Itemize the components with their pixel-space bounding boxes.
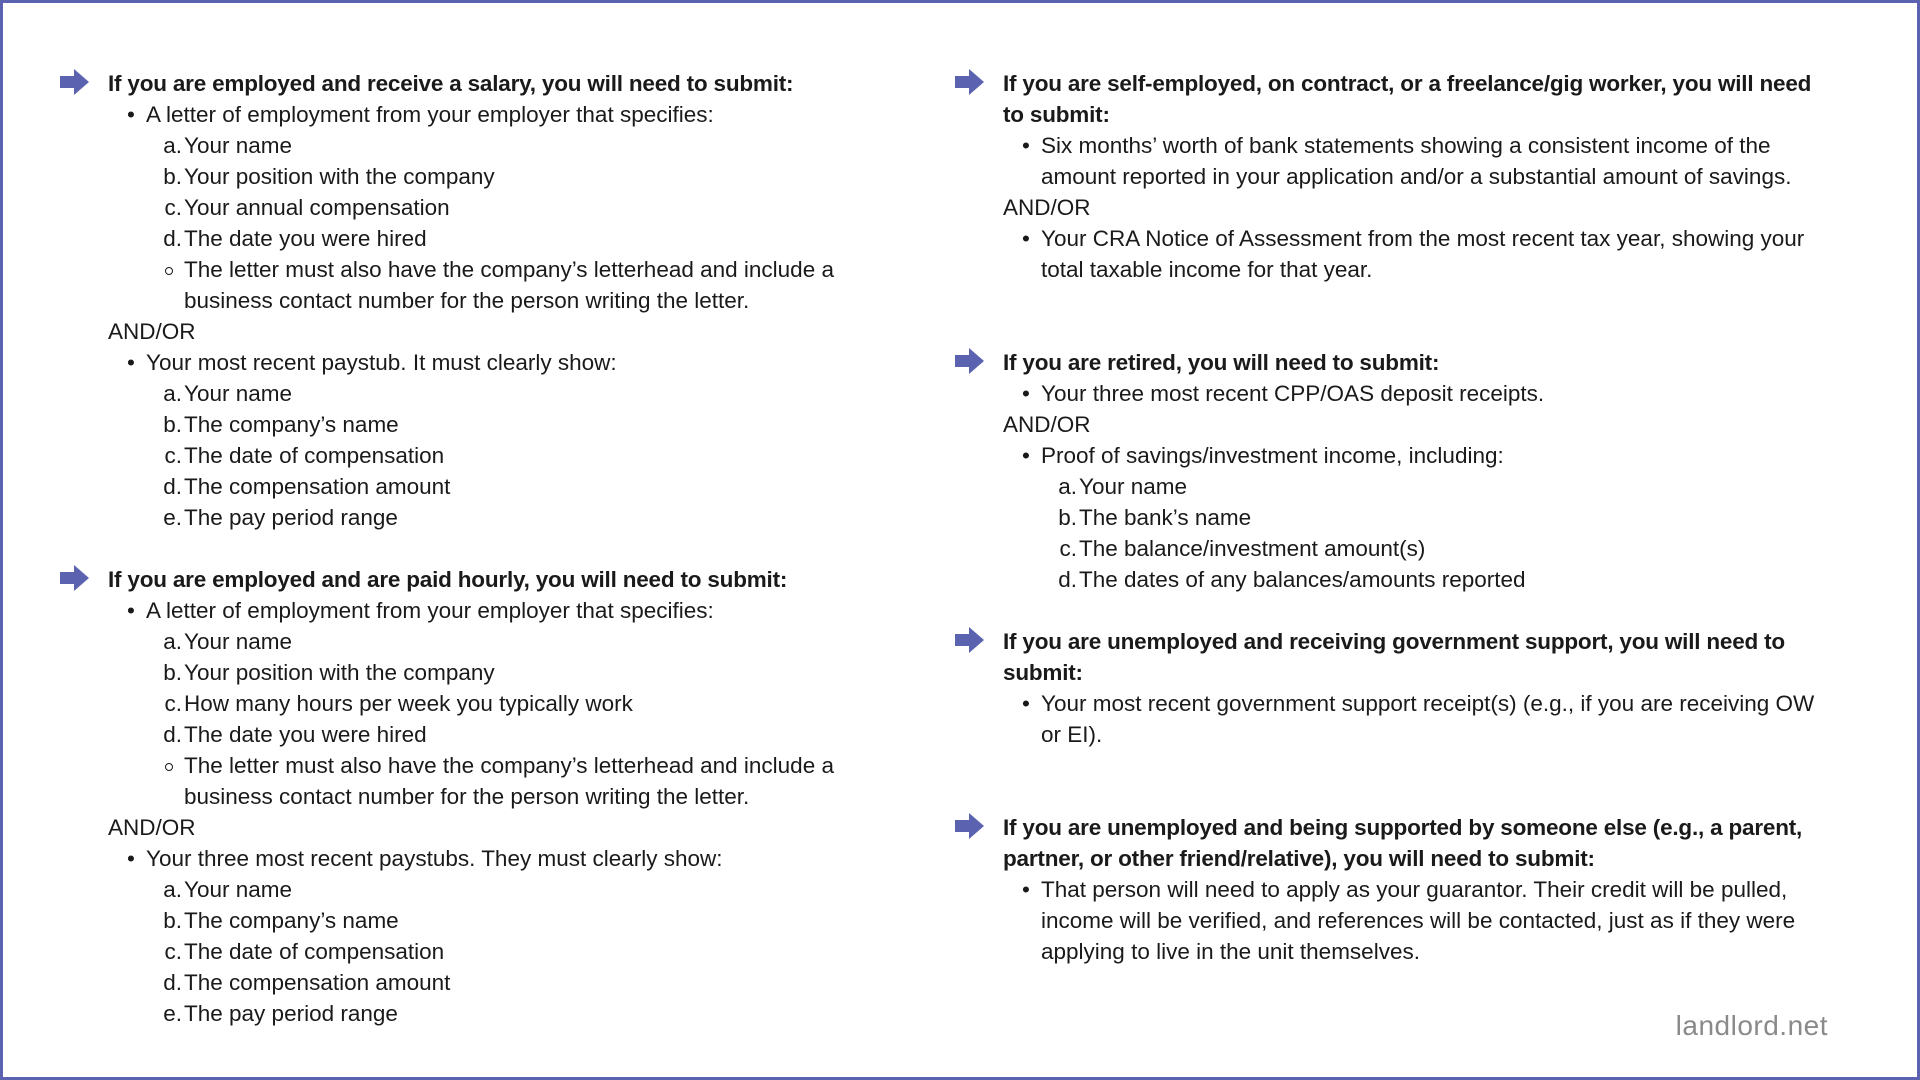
and-or-label: AND/OR xyxy=(108,815,196,840)
sub-item: b. The company’s name xyxy=(163,908,399,933)
bullet-list xyxy=(108,843,928,1029)
section-heading: If you are employed and are paid hourly, you will need to submit: xyxy=(108,567,788,592)
bullet-list xyxy=(108,347,928,533)
and-or-label: AND/OR xyxy=(1003,412,1091,437)
list-item: • That person will need to apply as your guarantor. Their credit will be pulled, income will be verified, and references will be contacted, just as if they were applying to live in the unit themselves. xyxy=(1003,874,1823,967)
arrow-right-icon xyxy=(953,812,985,840)
item-text: Your three most recent paystubs. They must clearly show: xyxy=(146,846,723,871)
arrow-right-icon xyxy=(58,68,90,96)
sub-item: d. The date you were hired xyxy=(163,722,427,747)
list-item: • Your CRA Notice of Assessment from the most recent tax year, showing your total taxable income for that year. xyxy=(1003,223,1823,285)
sub-item: d. The compensation amount xyxy=(163,970,451,995)
bullet-list xyxy=(108,595,928,812)
bullet-list xyxy=(1003,378,1823,409)
right-column xyxy=(1003,68,1823,967)
sub-item: b. Your position with the company xyxy=(163,164,495,189)
list-item xyxy=(108,347,928,533)
arrow-right-icon xyxy=(953,626,985,654)
section-unemployed-government xyxy=(1003,626,1823,750)
note-item: The letter must also have the company’s letterhead and include a business contact number for the person writing the letter. xyxy=(162,750,928,812)
sub-list xyxy=(1041,471,1823,595)
list-item xyxy=(108,99,928,316)
item-text: A letter of employment from your employer that specifies: xyxy=(146,102,714,127)
section-heading: If you are unemployed and receiving government support, you will need to submit: xyxy=(1003,629,1785,685)
note-item: The letter must also have the company’s letterhead and include a business contact number for the person writing the letter. xyxy=(162,254,928,316)
sub-item: b. Your position with the company xyxy=(163,660,495,685)
section-heading: If you are self-employed, on contract, or a freelance/gig worker, you will need to submit: xyxy=(1003,71,1812,127)
sub-item: c. The date of compensation xyxy=(164,939,445,964)
sub-item: a. Your name xyxy=(163,133,292,158)
sub-list xyxy=(146,626,928,750)
item-text: A letter of employment from your employer that specifies: xyxy=(146,598,714,623)
sub-item: a. Your name xyxy=(163,877,292,902)
bullet-list xyxy=(1003,223,1823,285)
and-or-label: AND/OR xyxy=(108,319,196,344)
bullet-list xyxy=(1003,130,1823,192)
sub-item: c. How many hours per week you typically work xyxy=(164,691,633,716)
item-text: Your most recent paystub. It must clearly show: xyxy=(146,350,617,375)
section-salaried xyxy=(108,68,928,533)
sub-item: c. The balance/investment amount(s) xyxy=(1059,536,1426,561)
section-heading: If you are employed and receive a salary, you will need to submit: xyxy=(108,71,794,96)
sub-item: a. Your name xyxy=(163,381,292,406)
and-or-label: AND/OR xyxy=(1003,195,1091,220)
sub-item: b. The bank’s name xyxy=(1058,505,1252,530)
list-item: • Six months’ worth of bank statements showing a consistent income of the amount reported in your application and/or a substantial amount of savings. xyxy=(1003,130,1823,192)
brand-logo-text: landlord.net xyxy=(1675,1010,1828,1041)
arrow-right-icon xyxy=(953,68,985,96)
sub-item: e. The pay period range xyxy=(163,505,398,530)
bullet-list xyxy=(1003,440,1823,595)
section-self-employed xyxy=(1003,68,1823,285)
sub-item: b. The company’s name xyxy=(163,412,399,437)
list-item: • Your most recent government support receipt(s) (e.g., if you are receiving OW or EI). xyxy=(1003,688,1823,750)
note-list xyxy=(146,254,928,316)
sub-list xyxy=(146,130,928,254)
sub-item: d. The date you were hired xyxy=(163,226,427,251)
sub-item: e. The pay period range xyxy=(163,1001,398,1026)
list-item: • Your three most recent CPP/OAS deposit receipts. xyxy=(1003,378,1823,409)
section-hourly xyxy=(108,564,928,1029)
sub-item: a. Your name xyxy=(1058,474,1187,499)
sub-list xyxy=(146,378,928,533)
arrow-right-icon xyxy=(953,347,985,375)
list-item xyxy=(108,843,928,1029)
sub-item: a. Your name xyxy=(163,629,292,654)
bullet-list xyxy=(108,99,928,316)
list-item xyxy=(108,595,928,812)
section-unemployed-supported xyxy=(1003,812,1823,967)
sub-item: c. The date of compensation xyxy=(164,443,445,468)
list-item xyxy=(1003,440,1823,595)
left-column xyxy=(108,68,928,1029)
sub-item: d. The compensation amount xyxy=(163,474,451,499)
bullet-list xyxy=(1003,688,1823,750)
sub-item: c. Your annual compensation xyxy=(164,195,450,220)
bullet-list xyxy=(1003,874,1823,967)
item-text: Proof of savings/investment income, including: xyxy=(1041,443,1504,468)
arrow-right-icon xyxy=(58,564,90,592)
section-heading: If you are retired, you will need to submit: xyxy=(1003,350,1440,375)
section-retired xyxy=(1003,347,1823,595)
note-list xyxy=(146,750,928,812)
sub-item: d. The dates of any balances/amounts reported xyxy=(1058,567,1526,592)
section-heading: If you are unemployed and being supported by someone else (e.g., a parent, partner, or other friend/relative), you will need to submit: xyxy=(1003,815,1803,871)
sub-list xyxy=(146,874,928,1029)
